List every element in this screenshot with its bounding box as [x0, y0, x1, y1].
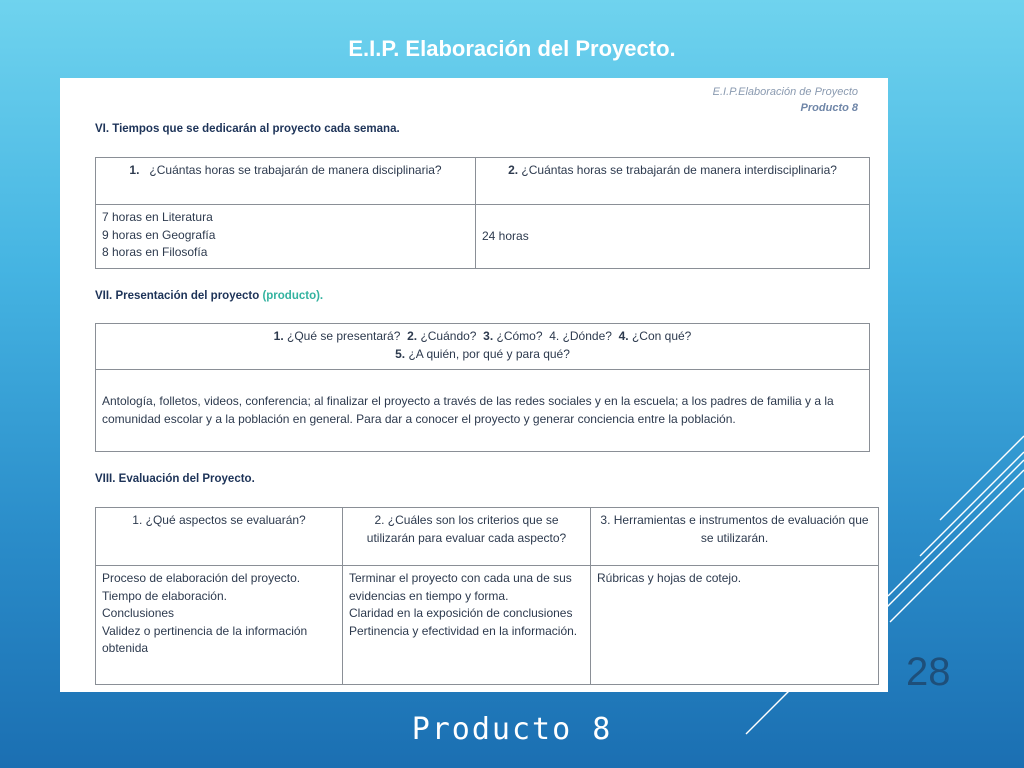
section-6-question-1: 1. ¿Cuántas horas se trabajarán de manera disciplinaria? [96, 158, 476, 205]
document-header [713, 84, 858, 116]
deco-line [920, 452, 1024, 556]
slide-caption: Producto 8 [411, 712, 613, 747]
deco-line [884, 470, 1024, 610]
section-7-questions: 1. ¿Qué se presentará? 2. ¿Cuándo? 3. ¿Cómo? 4. ¿Dónde? 4. ¿Con qué? 5. ¿A quién, por qué y para qué? [96, 324, 870, 370]
section-8-aspects: Proceso de elaboración del proyecto. Tiempo de elaboración. Conclusiones Validez o pertinencia de la información obtenida [96, 566, 343, 685]
section-8-heading: VIII. Evaluación del Proyecto. [95, 473, 255, 485]
section-6-table [95, 157, 870, 269]
section-6-answer-1: 7 horas en Literatura 9 horas en Geografía 8 horas en Filosofía [96, 205, 476, 269]
section-8-header-1: 1. ¿Qué aspectos se evaluarán? [96, 508, 343, 566]
section-8-criteria: Terminar el proyecto con cada una de sus evidencias en tiempo y forma. Claridad en la exposición de conclusiones Pertinencia y efectividad en la información. [343, 566, 591, 685]
section-8-table [95, 507, 879, 685]
deco-line [890, 488, 1024, 622]
document-image [60, 78, 888, 692]
section-7-table [95, 323, 870, 452]
section-8-header-2: 2. ¿Cuáles son los criterios que se utilizarán para evaluar cada aspecto? [343, 508, 591, 566]
section-7-heading: VII. Presentación del proyecto (producto). [95, 290, 324, 302]
document-header-product: Producto 8 [800, 102, 858, 114]
slide-number: 28 [906, 650, 951, 694]
slide-title: E.I.P. Elaboración del Proyecto. [348, 36, 676, 61]
deco-line [888, 460, 1024, 596]
section-7-answer: Antología, folletos, videos, conferencia; al finalizar el proyecto a través de las redes sociales y en la escuela; a los padres de familia y a la comunidad escolar y a la población en general. Para dar a conocer el proyecto y generar conciencia entre la población. [96, 370, 870, 452]
section-6-heading: VI. Tiempos que se dedicarán al proyecto cada semana. [95, 123, 400, 135]
section-6-answer-2: 24 horas [476, 205, 870, 269]
section-8-tools: Rúbricas y hojas de cotejo. [591, 566, 879, 685]
document-header-title: E.I.P.Elaboración de Proyecto [712, 86, 858, 98]
deco-line [940, 436, 1024, 520]
section-8-header-3: 3. Herramientas e instrumentos de evaluación que se utilizarán. [591, 508, 879, 566]
section-6-question-2: 2. ¿Cuántas horas se trabajarán de manera interdisciplinaria? [476, 158, 870, 205]
